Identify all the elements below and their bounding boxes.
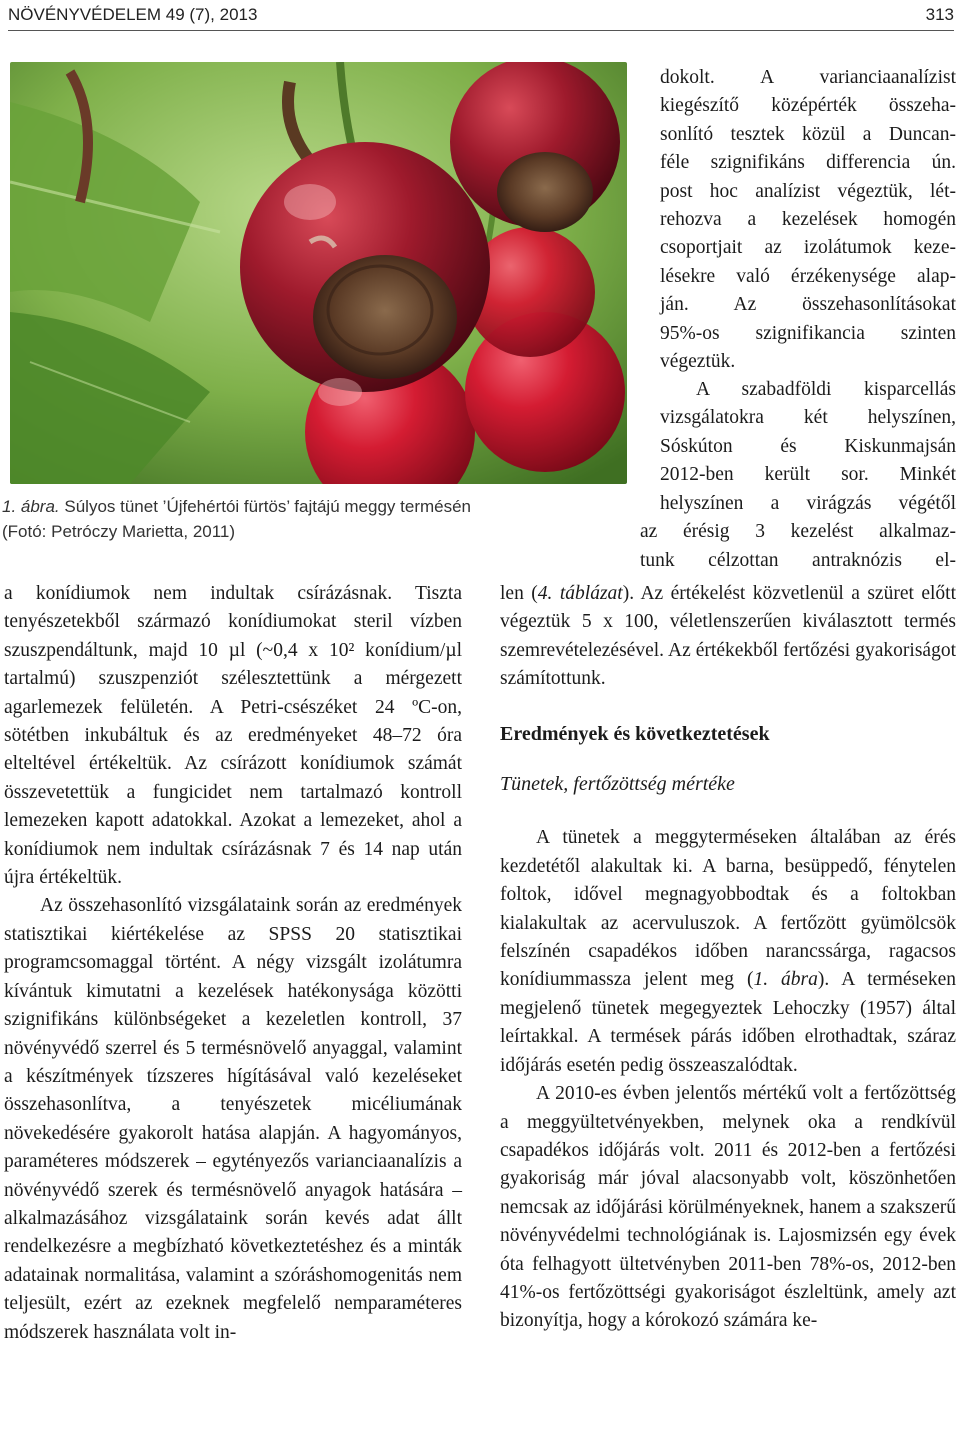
text-span: ). A terméseken megjelenő tünetek megegyeztek Lehoczky (1957) által leírtakkal. A termések párás időben elrothadtak, száraz időjárás esetén pedig összeaszalódtak. [500, 969, 956, 1076]
section-title: Eredmények és következtetések [500, 722, 770, 745]
figure-label: 1. ábra. [2, 497, 60, 516]
text-line: tunk célzottan antraknózis el- [640, 550, 956, 571]
text-line: dokolt. A varianciaanalízist [660, 67, 956, 88]
text-line: post hoc analízist végeztük, lét- [660, 180, 956, 202]
subsection-title: Tünetek, fertőzöttség mértéke [500, 773, 735, 796]
text-line: csoportjait az izolátumok keze- [660, 237, 956, 259]
infection-2010-paragraph: A 2010-es évben jelentős mértékű volt a fertőzöttség a meggyültetvényekben, melynek oka a rendkívül csapadékos időjárás volt. 2011 és 2012-ben a fertőzési gyakoriság már jóval alacsonyabb volt, köszönhetően nemcsak az időjárási körülményeknek, hanem a szakszerű növényvédelmi technológiának is. Lajosmizsén egy évek óta felhagyott ültetvényben 2011-ben 78%-os, 2012-ben 41%-os fertőzöttségi gyakoriságot észleltünk, amely azt bizonyítja, hogy a kórokozó számára ke- [500, 1083, 956, 1332]
text-span: ). Az értékelést közvetlenül a szüret előtt végeztük 5 x 100, véletlenszerűen kiválasztott termés szemrevételezésével. Az értékekből fertőzési gyakoriságot számítottunk. [500, 583, 956, 690]
right-top-paragraph-2-cont-c [640, 547, 956, 575]
text-line: kiegészítő középérték összeha- [660, 95, 956, 117]
table-reference: 4. táblázat [537, 583, 623, 604]
caption-text: Súlyos tünet ’Újfehértói fürtös’ fajtájú meggy termésén [59, 497, 472, 516]
figure-reference: 1. ábra [753, 969, 818, 991]
right-column [500, 580, 956, 1336]
left-column [4, 580, 462, 1347]
figure-caption [2, 494, 562, 544]
right-top-paragraph-2 [660, 376, 956, 490]
text-line: féle szignifikáns differencia ún. [660, 152, 956, 174]
cherry-photo-illustration [10, 62, 627, 484]
right-top-paragraph-2-cont-a [660, 490, 956, 518]
methods-paragraph-1: a konídiumok nem indultak csírázásnak. Tiszta tenyészetekből származó konídiumokat steril vízben szuszpendáltunk, majd 10 µl (~0,4 x 10² konídium/µl tartalmú) szuszpenziót szélesztettünk a mérgezett agarlemezek felületén. A Petri-csészéket 24 ºC-on, sötétben inkubáltuk és az eredményeket 48–72 óra elteltével értékeltük. Az csírázott konídiumok számát összevetettük a fungicidet nem tartalmazó kontroll lemezeken kapott adatokkal. Azokat a lemezeket, ahol a konídiumok nem indultak csírázásnak 7 és 14 nap után újra értékeltük. [4, 583, 462, 889]
text-line: rehozva a kezelések homogén [660, 209, 956, 231]
text-line: sonlító tesztek közül a Duncan- [660, 123, 956, 145]
text-line: helyszínen a virágzás végétől [660, 493, 956, 514]
header-rule [8, 30, 954, 31]
text-line: lésekre való érzékenysége alap- [660, 265, 956, 287]
text-line: végeztük. [660, 351, 736, 373]
journal-title: NÖVÉNYVÉDELEM 49 (7), 2013 [8, 5, 258, 24]
text-line: A szabadföldi kisparcellás [696, 379, 956, 400]
text-line: ján. Az összehasonlításokat [660, 294, 956, 316]
text-line: Sóskúton és Kiskunmajsán [660, 435, 956, 457]
methods-paragraph-2: Az összehasonlító vizsgálataink során az eredmények statisztikai kiértékelése az SPSS 20 statisztikai programcsomaggal történt. A négy vizsgált izolátumra kívántuk kimutatni a kezelések hatékonysága közötti szignifikáns különbségeket a kezeletlen kontroll, 37 növényvédő szerrel és 5 termésnövelő anyaggal, valamint a készítmények tízszeres hígításával való kezeléseket összehasonlítva, a tenyészetek micéliumának növekedésére gyakorolt hatása alapján. A hagyományos, paraméteres módszerek – egytényezős varianciaanalízis a növényvédő szerek és termésnövelő anyagok hatására – alkalmazásához vizsgálataink során kevés adat állt rendelkezésre a megbízható következtetéshez és a minták adatainak normalitása, valamint a szóráshomogenitás nem teljesült, ezért az ezeknek megfelelő nemparaméteres módszerek használata volt in- [4, 895, 462, 1343]
page-number: 313 [925, 5, 954, 24]
figure-photo-cherry [10, 62, 627, 484]
right-top-paragraph-2-cont-b [640, 518, 956, 546]
text-line: az érésig 3 kezelést alkalmaz- [640, 521, 956, 542]
text-line: 2012-ben került sor. Minkét [660, 464, 956, 486]
text-line: 95%-os szignifikancia szinten [660, 322, 956, 344]
caption-line-1 [2, 494, 562, 519]
page-header [8, 2, 954, 28]
field-trial-paragraph-end [500, 580, 956, 694]
caption-credit: (Fotó: Petróczy Marietta, 2011) [2, 522, 236, 541]
text-line: vizsgálatokra két helyszínen, [660, 407, 956, 429]
right-top-paragraph-1 [660, 64, 956, 376]
text-span: len ( [500, 583, 538, 604]
text-span: A tünetek a meggyterméseken általában az érés kezdetétől alakultak ki. A barna, besüppedő, fénytelen foltok, idővel megnagyobbodtak és a foltokban kialakultak az acervuluszok. A fertőzött gyümölcsök felszínén csapadékos időben narancssárga, ragacsos konídiummassza jelent meg ( [500, 827, 956, 991]
symptoms-paragraph [500, 824, 956, 1080]
